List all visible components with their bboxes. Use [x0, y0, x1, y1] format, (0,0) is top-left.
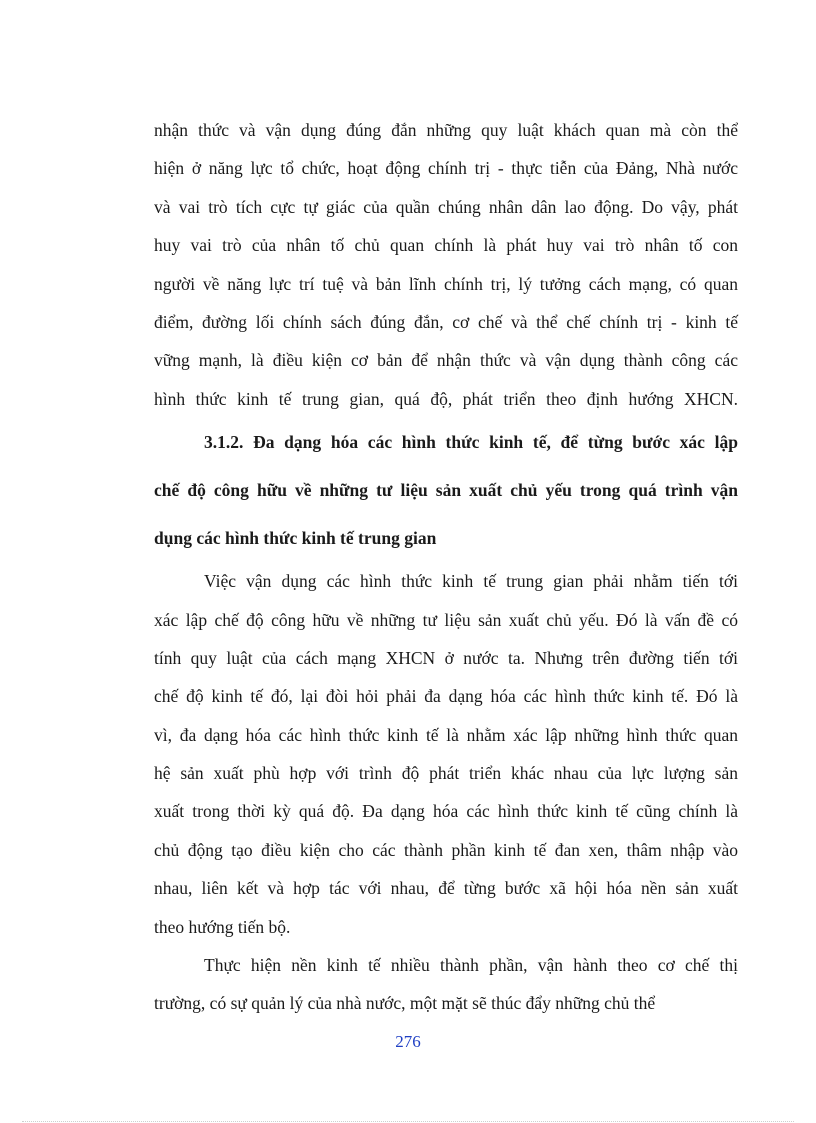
text-line: hệ sản xuất phù hợp với trình độ phát triển khác nhau của lực lượng sản — [154, 763, 738, 784]
text-line: và vai trò tích cực tự giác của quần chúng nhân dân lao động. Do vậy, phát — [154, 196, 738, 217]
text-line: xuất trong thời kỳ quá độ. Đa dạng hóa các hình thức kinh tế cũng chính là — [154, 801, 738, 822]
page-number: 276 — [395, 1032, 421, 1051]
document-body — [154, 111, 738, 1023]
section-heading — [154, 418, 738, 562]
text-line: vững mạnh, là điều kiện cơ bản để nhận thức và vận dụng thành công các — [154, 350, 738, 371]
text-line: hiện ở năng lực tổ chức, hoạt động chính trị - thực tiễn của Đảng, Nhà nước — [154, 158, 738, 179]
text-line: vì, đa dạng hóa các hình thức kinh tế là nhằm xác lập những hình thức quan — [154, 724, 738, 745]
text-line: nhận thức và vận dụng đúng đắn những quy luật khách quan mà còn thể — [154, 120, 738, 140]
text-line: nhau, liên kết và hợp tác với nhau, để từng bước xã hội hóa nền sản xuất — [154, 878, 738, 899]
paragraph-2 — [154, 562, 738, 946]
text-line: Việc vận dụng các hình thức kinh tế trung gian phải nhằm tiến tới — [204, 571, 738, 592]
text-line: tính quy luật của cách mạng XHCN ở nước ta. Nhưng trên đường tiến tới — [154, 647, 738, 668]
text-line: người về năng lực trí tuệ và bản lĩnh chính trị, lý tưởng cách mạng, có quan — [154, 273, 738, 294]
heading-line: 3.1.2. Đa dạng hóa các hình thức kinh tế, để từng bước xác lập — [204, 432, 738, 453]
text-line: huy vai trò của nhân tố chủ quan chính là phát huy vai trò nhân tố con — [154, 235, 738, 256]
text-line: chế độ kinh tế đó, lại đòi hỏi phải đa dạng hóa các hình thức kinh tế. Đó là — [154, 686, 738, 707]
text-line: theo hướng tiến bộ. — [154, 916, 291, 937]
paragraph-3 — [154, 946, 738, 1023]
text-line: điểm, đường lối chính sách đúng đắn, cơ chế và thể chế chính trị - kinh tế — [154, 311, 738, 332]
heading-line: dụng các hình thức kinh tế trung gian — [154, 528, 437, 549]
text-line: Thực hiện nền kinh tế nhiều thành phần, vận hành theo cơ chế thị — [204, 955, 738, 976]
page-bottom-divider — [22, 1121, 794, 1122]
text-line: trường, có sự quản lý của nhà nước, một mặt sẽ thúc đẩy những chủ thể — [154, 993, 656, 1014]
text-line: hình thức kinh tế trung gian, quá độ, phát triển theo định hướng XHCN. — [154, 388, 738, 409]
paragraph-1 — [154, 111, 738, 418]
text-line: chủ động tạo điều kiện cho các thành phần kinh tế đan xen, thâm nhập vào — [154, 839, 738, 860]
heading-line: chế độ công hữu về những tư liệu sản xuất chủ yếu trong quá trình vận — [154, 480, 738, 501]
text-line: xác lập chế độ công hữu về những tư liệu sản xuất chủ yếu. Đó là vấn đề có — [154, 609, 738, 630]
